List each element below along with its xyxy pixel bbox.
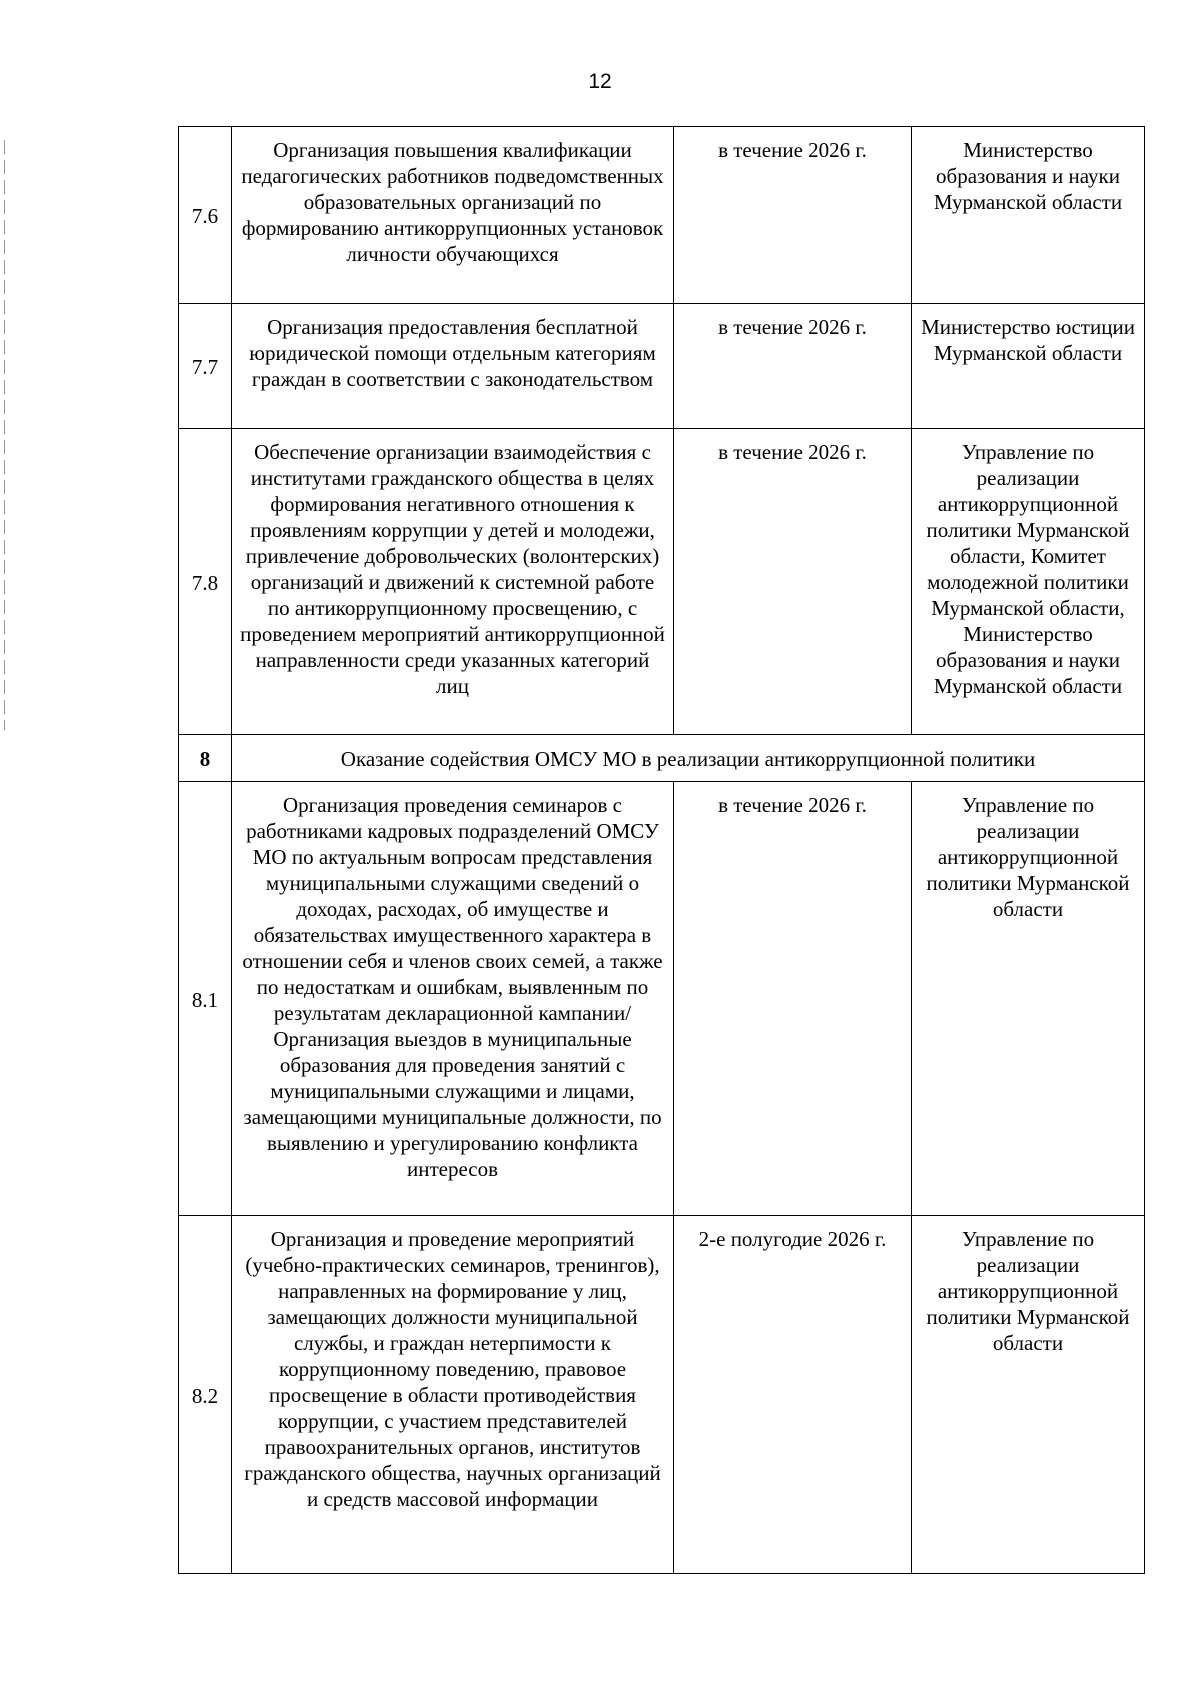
term-cell: в течение 2026 г.	[674, 304, 912, 429]
term-cell: 2-е полугодие 2026 г.	[674, 1216, 912, 1574]
item-number: 7.7	[179, 304, 232, 429]
activity-cell: Организация проведения семинаров с работниками кадровых подразделений ОМСУ МО по актуальным вопросам представления муниципальными служащими сведений о доходах, расходах, об имуществе и обязательствах имущественного характера в отношении себя и членов своих семей, а также по недостаткам и ошибкам, выявленным по результатам декларационной кампании/ Организация выездов в муниципальные образования для проведения занятий с муниципальными служащими и лицами, замещающими муниципальные должности, по выявлению и урегулированию конфликта интересов	[232, 782, 674, 1216]
item-number: 8.2	[179, 1216, 232, 1574]
responsible-cell: Управление по реализации антикоррупционной политики Мурманской области	[912, 782, 1145, 1216]
section-header-row	[179, 735, 1145, 782]
table-row	[179, 1216, 1145, 1574]
table-row	[179, 429, 1145, 735]
responsible-cell: Управление по реализации антикоррупционной политики Мурманской области	[912, 1216, 1145, 1574]
item-number: 7.8	[179, 429, 232, 735]
activity-cell: Обеспечение организации взаимодействия с институтами гражданского общества в целях формирования негативного отношения к проявлениям коррупции у детей и молодежи, привлечение добровольческих (волонтерских) организаций и движений к системной работе по антикоррупционному просвещению, с проведением мероприятий антикоррупционной направленности среди указанных категорий лиц	[232, 429, 674, 735]
activity-cell: Организация и проведение мероприятий (учебно-практических семинаров, тренингов), направленных на формирование у лиц, замещающих должности муниципальной службы, и граждан нетерпимости к коррупционному поведению, правовое просвещение в области противодействия коррупции, с участием представителей правоохранительных органов, институтов гражданского общества, научных организаций и средств массовой информации	[232, 1216, 674, 1574]
responsible-cell: Министерство юстиции Мурманской области	[912, 304, 1145, 429]
item-number: 8.1	[179, 782, 232, 1216]
scan-margin-mark	[4, 140, 5, 730]
section-number: 8	[179, 735, 232, 782]
table-row	[179, 304, 1145, 429]
section-title: Оказание содействия ОМСУ МО в реализации антикоррупционной политики	[232, 735, 1145, 782]
activity-cell: Организация повышения квалификации педагогических работников подведомственных образовательных организаций по формированию антикоррупционных установок личности обучающихся	[232, 127, 674, 304]
page-number: 12	[588, 70, 612, 93]
item-number: 7.6	[179, 127, 232, 304]
activity-cell: Организация предоставления бесплатной юридической помощи отдельным категориям граждан в соответствии с законодательством	[232, 304, 674, 429]
term-cell: в течение 2026 г.	[674, 127, 912, 304]
term-cell: в течение 2026 г.	[674, 429, 912, 735]
responsible-cell: Министерство образования и науки Мурманской области	[912, 127, 1145, 304]
table-row	[179, 782, 1145, 1216]
responsible-cell: Управление по реализации антикоррупционной политики Мурманской области, Комитет молодежной политики Мурманской области, Министерство образования и науки Мурманской области	[912, 429, 1145, 735]
plan-table	[178, 126, 1145, 1574]
table-row	[179, 127, 1145, 304]
term-cell: в течение 2026 г.	[674, 782, 912, 1216]
